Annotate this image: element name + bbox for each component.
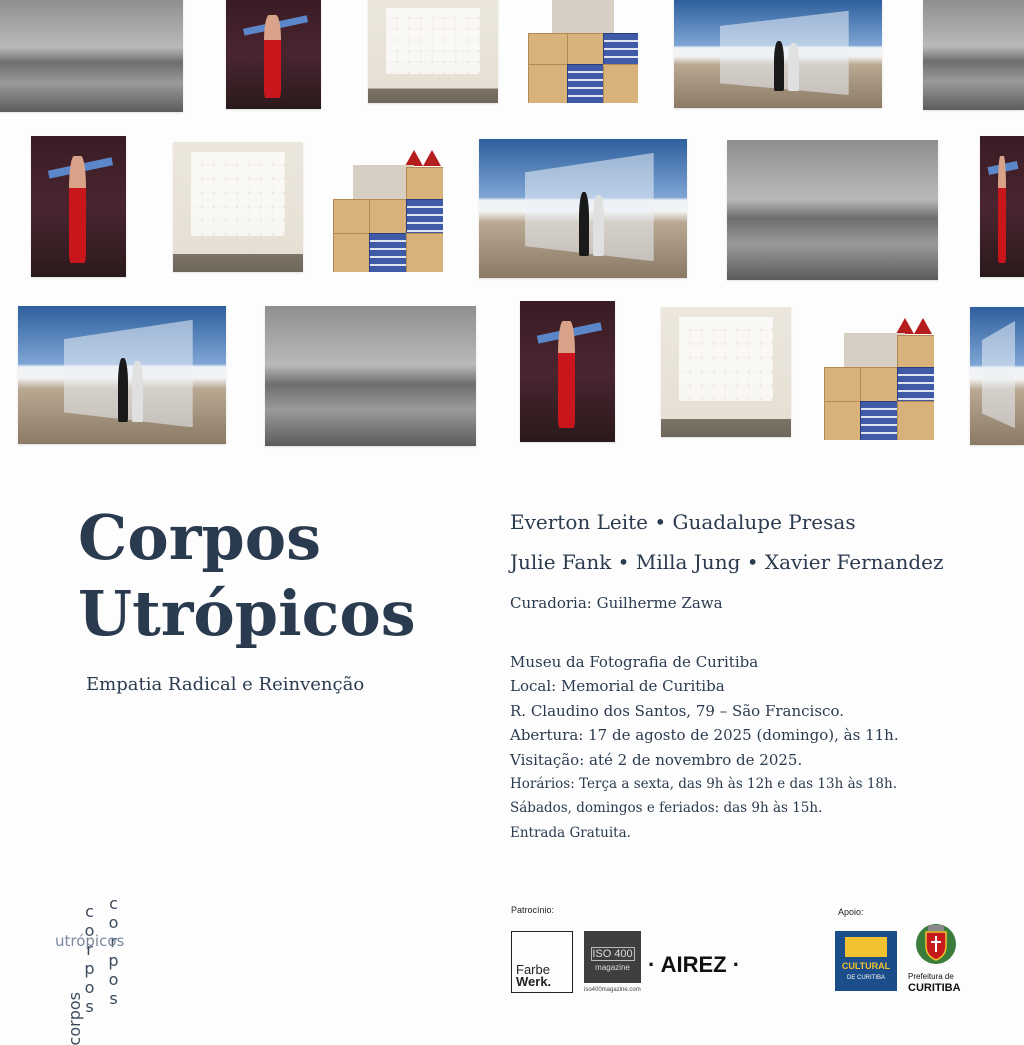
info-hours-weekdays: Horários: Terça a sexta, das 9h às 12h e das 13h às 18h.	[510, 776, 897, 793]
fcc-line-1: CULTURAL	[841, 961, 891, 971]
photo-red-figure	[980, 136, 1024, 277]
logo-corpos-1: corpos	[65, 992, 84, 1045]
exhibition-title	[78, 500, 416, 652]
fcc-line-2: DE CURITIBA	[846, 975, 885, 981]
info-opening: Abertura: 17 de agosto de 2025 (domingo), às 11h.	[510, 726, 899, 745]
curitiba-crest-icon	[913, 920, 959, 966]
photo-salt-flat	[479, 139, 687, 278]
logo-corpos-2: corpos	[80, 902, 99, 1016]
exhibition-subtitle: Empatia Radical e Reinvenção	[86, 674, 365, 695]
photo-sea	[923, 0, 1024, 110]
corpos-utropicos-logo	[52, 874, 152, 1045]
exhibition-info	[510, 650, 899, 845]
title-line-1: Corpos	[78, 501, 321, 574]
photo-sea	[727, 140, 938, 280]
photo-salt-flat	[18, 306, 226, 444]
fundacao-cultural-logo	[835, 931, 897, 991]
photo-red-figure	[31, 136, 126, 277]
photo-salt-flat	[970, 307, 1024, 445]
iso-url: iso400magazine.com	[584, 987, 641, 993]
photo-wooden-blocks	[824, 318, 934, 440]
farbe-werk-logo	[511, 931, 573, 993]
photo-wall-grid	[661, 307, 791, 437]
photo-sea	[0, 0, 183, 112]
info-local: Local: Memorial de Curitiba	[510, 677, 725, 696]
farbe-line-2: Werk.	[516, 974, 552, 989]
artists-line-1: Everton Leite • Guadalupe Presas	[510, 510, 856, 534]
curator: Curadoria: Guilherme Zawa	[510, 594, 723, 612]
photo-salt-flat	[674, 0, 882, 108]
photo-wooden-blocks	[528, 0, 638, 103]
info-hours-weekend: Sábados, domingos e feriados: das 9h às 15h.	[510, 800, 823, 817]
photo-wall-grid	[368, 0, 498, 103]
artists-line-2: Julie Fank • Milla Jung • Xavier Fernandez	[510, 550, 944, 574]
iso-magazine: magazine	[595, 963, 630, 972]
farbe-line-1: Farbe	[516, 962, 550, 977]
photo-sea	[265, 306, 476, 446]
prefeitura-line-1: Prefeitura de	[908, 972, 954, 981]
support-label: Apoio:	[838, 907, 864, 917]
sponsors-label: Patrocínio:	[511, 905, 555, 915]
building-icon	[845, 937, 887, 957]
info-entry: Entrada Gratuita.	[510, 824, 631, 841]
photo-wooden-blocks	[333, 150, 443, 272]
photo-red-figure	[520, 301, 615, 442]
prefeitura-line-2: CURITIBA	[908, 982, 961, 994]
photo-wall-grid	[173, 142, 303, 272]
info-museum: Museu da Fotografia de Curitiba	[510, 653, 759, 671]
iso400-logo	[584, 931, 641, 983]
info-address: R. Claudino dos Santos, 79 – São Francisco.	[510, 701, 844, 720]
iso-number: ISO 400	[592, 948, 633, 960]
logo-corpos-3: corpos	[104, 894, 123, 1008]
info-visit: Visitação: até 2 de novembro de 2025.	[510, 750, 803, 769]
logo-utropicos: utrópicos	[55, 932, 125, 950]
airez-logo: · AIREZ ·	[648, 952, 741, 977]
photo-red-figure	[226, 0, 321, 109]
title-line-2: Utrópicos	[78, 577, 416, 650]
